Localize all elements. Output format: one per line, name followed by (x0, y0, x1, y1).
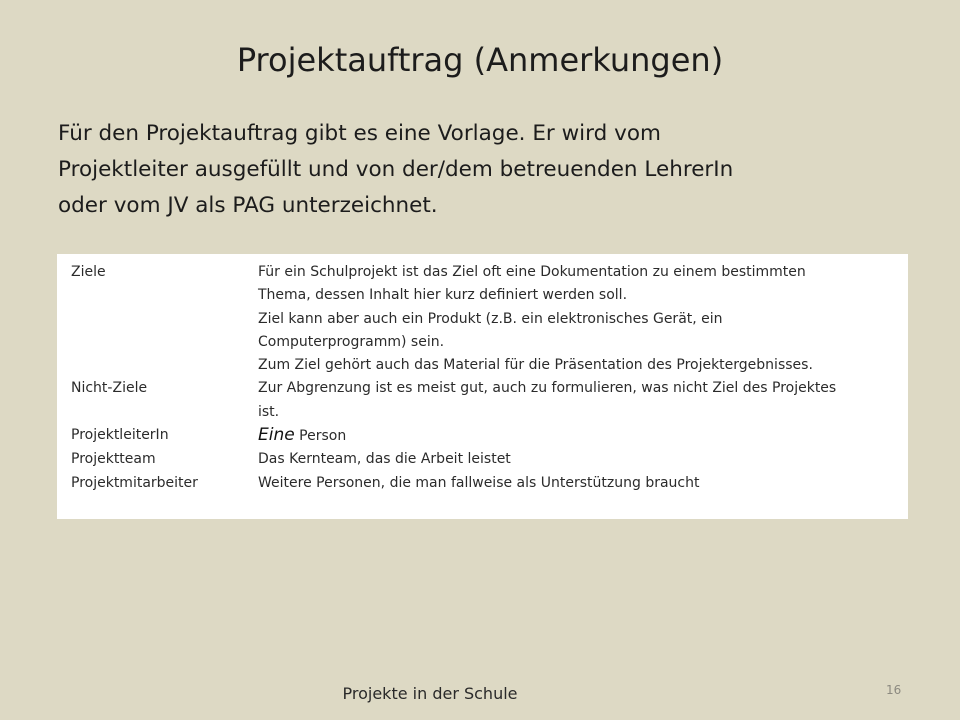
row-value (258, 261, 901, 377)
slide-title: Projektauftrag (Anmerkungen) (236, 41, 724, 79)
value-line: Zum Ziel gehört auch das Material für die Präsentation des Projektergebnisses. (258, 357, 813, 374)
emphasis-text: Eine (258, 425, 295, 446)
row-value (258, 377, 901, 424)
row-value (258, 424, 901, 448)
row-key: ProjektleiterIn (71, 427, 169, 444)
table-row (71, 472, 901, 495)
slide-body-text (58, 116, 918, 224)
row-value (258, 472, 901, 495)
body-line: Projektleiter ausgefüllt und von der/dem betreuenden LehrerIn (58, 157, 734, 182)
value-line: Weitere Personen, die man fallweise als Unterstützung braucht (258, 474, 700, 491)
row-key: Nicht-Ziele (71, 380, 148, 397)
value-line: Zur Abgrenzung ist es meist gut, auch zu formulieren, was nicht Ziel des Projektes (258, 380, 837, 397)
table-row (71, 377, 901, 424)
definitions-table (71, 261, 901, 495)
footer-text: Projekte in der Schule (342, 684, 518, 703)
value-line: Ziel kann aber auch ein Produkt (z.B. ein elektronisches Gerät, ein (258, 310, 723, 327)
value-line: Computerprogramm) sein. (258, 333, 445, 350)
value-text: Person (294, 428, 347, 445)
row-key: Ziele (71, 264, 106, 280)
body-line: Für den Projektauftrag gibt es eine Vorlage. Er wird vom (58, 121, 661, 146)
project-order-table (57, 254, 908, 519)
table-row (71, 424, 901, 448)
row-value (258, 448, 901, 471)
value-line: ist. (258, 403, 280, 420)
row-key: Projektmitarbeiter (71, 474, 198, 491)
value-line: Für ein Schulprojekt ist das Ziel oft eine Dokumentation zu einem bestimmten (258, 264, 806, 280)
table-row (71, 448, 901, 471)
row-key: Projektteam (71, 451, 156, 468)
value-line: Thema, dessen Inhalt hier kurz definiert werden soll. (258, 287, 628, 304)
page-number: 16 (886, 683, 902, 697)
value-line: Das Kernteam, das die Arbeit leistet (258, 451, 511, 468)
body-line: oder vom JV als PAG unterzeichnet. (58, 193, 438, 218)
table-row (71, 261, 901, 377)
